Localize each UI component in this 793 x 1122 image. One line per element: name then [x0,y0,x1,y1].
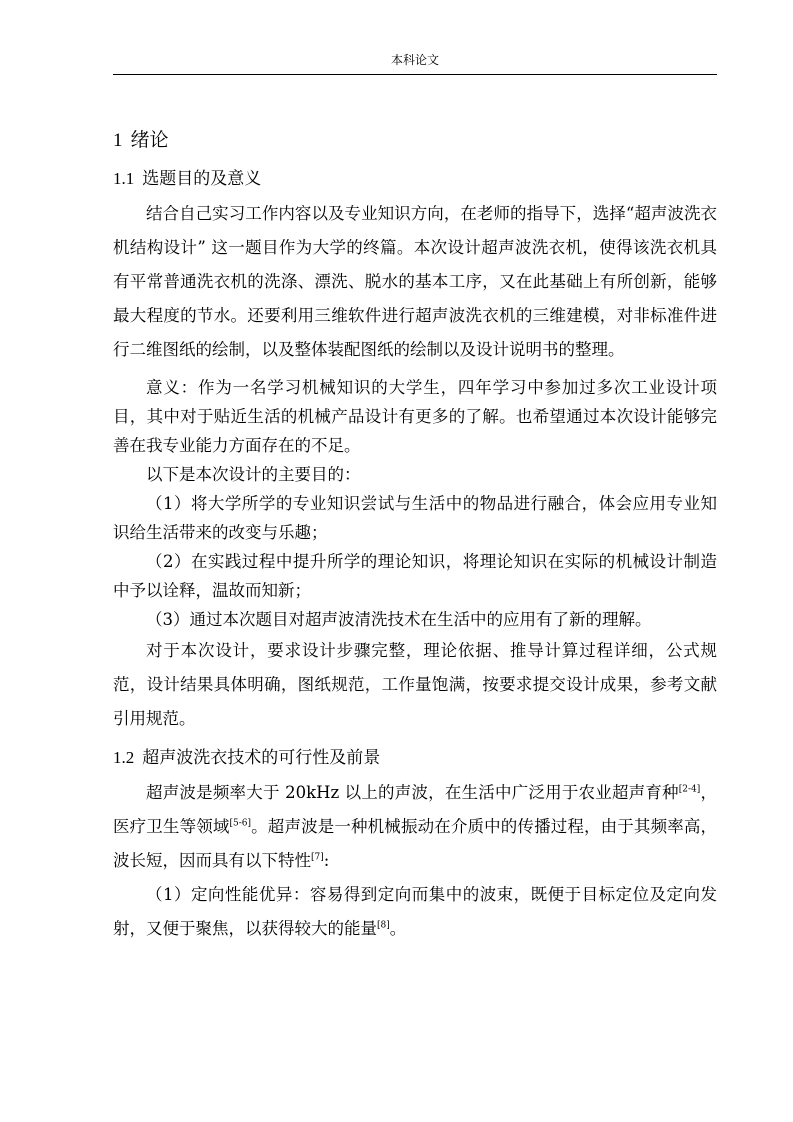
list-item: （1）将大学所学的专业知识尝试与生活中的物品进行融合，体会应用专业知识给生活带来的改变与乐趣； [113,494,717,542]
text-run: ，医疗卫生等领域 [113,783,717,836]
text-run: 。 [389,919,407,938]
citation: [8] [377,920,390,931]
section-heading-1-1 [113,165,717,193]
section-number: 1.2 [113,748,135,767]
paragraph [113,776,717,878]
text-run: : [323,851,330,870]
chapter-title: 绪论 [130,129,169,151]
list-item: （2）在实践过程中提升所学的理论知识，将理论知识在实际的机械设计制造中予以诠释，温故而知新； [113,552,717,600]
paragraph: 结合自己实习工作内容以及专业知识方向，在老师的指导下，选择“超声波洗衣机结构设计” 这一题目作为大学的终篇。本次设计超声波洗衣机，使得该洗衣机具有平常普通洗衣机的洗涤、漂洗、脱水的基本工序，又在此基础上有所创新，能够最大程度的节水。还要利用三维软件进行超声波洗衣机的三维建模，对非标准件进行二维图纸的绘制，以及整体装配图纸的绘制以及设计说明书的整理。 [113,204,717,359]
citation: [7] [311,852,324,863]
section-title: 超声波洗衣技术的可行性及前景 [142,748,381,768]
paragraph: 对于本次设计，要求设计步骤完整，理论依据、推导计算过程详细，公式规范，设计结果具体明确，图纸规范，工作量饱满，按要求提交设计成果，参考文献引用规范。 [113,641,717,728]
section-number: 1.1 [113,169,135,188]
paragraph: 以下是本次设计的主要目的： [146,465,361,484]
text-run: （1）定向性能优异：容易得到定向而集中的波束，既便于目标定位及定向发射，又便于聚焦，以获得较大的能量 [113,885,717,938]
list-item: （3）通过本次题目对超声波清洗技术在生活中的应用有了新的理解。 [146,610,652,629]
running-header: 本科论文 [390,53,439,67]
section-title: 选题目的及意义 [142,169,262,189]
text-run: 超声波是频率大于 20kHz 以上的声波，在生活中广泛用于农业超声育种 [146,783,679,802]
citation: [5-6] [229,818,252,829]
paragraph: 意义：作为一名学习机械知识的大学生，四年学习中参加过多次工业设计项目，其中对于贴近生活的机械产品设计有更多的了解。也希望通过本次设计能够完善在我专业能力方面存在的不足。 [113,378,717,455]
list-item [113,878,717,946]
text-run: 。超声波是一种机械振动在介质中的传播过程，由于其频率高，波长短，因而具有以下特性 [113,817,718,870]
section-heading-1-2 [113,744,717,772]
header-rule [113,74,717,75]
citation: [2-4] [678,784,701,795]
chapter-number: 1 [113,130,123,151]
body-content [113,126,717,946]
chapter-heading [113,126,717,155]
